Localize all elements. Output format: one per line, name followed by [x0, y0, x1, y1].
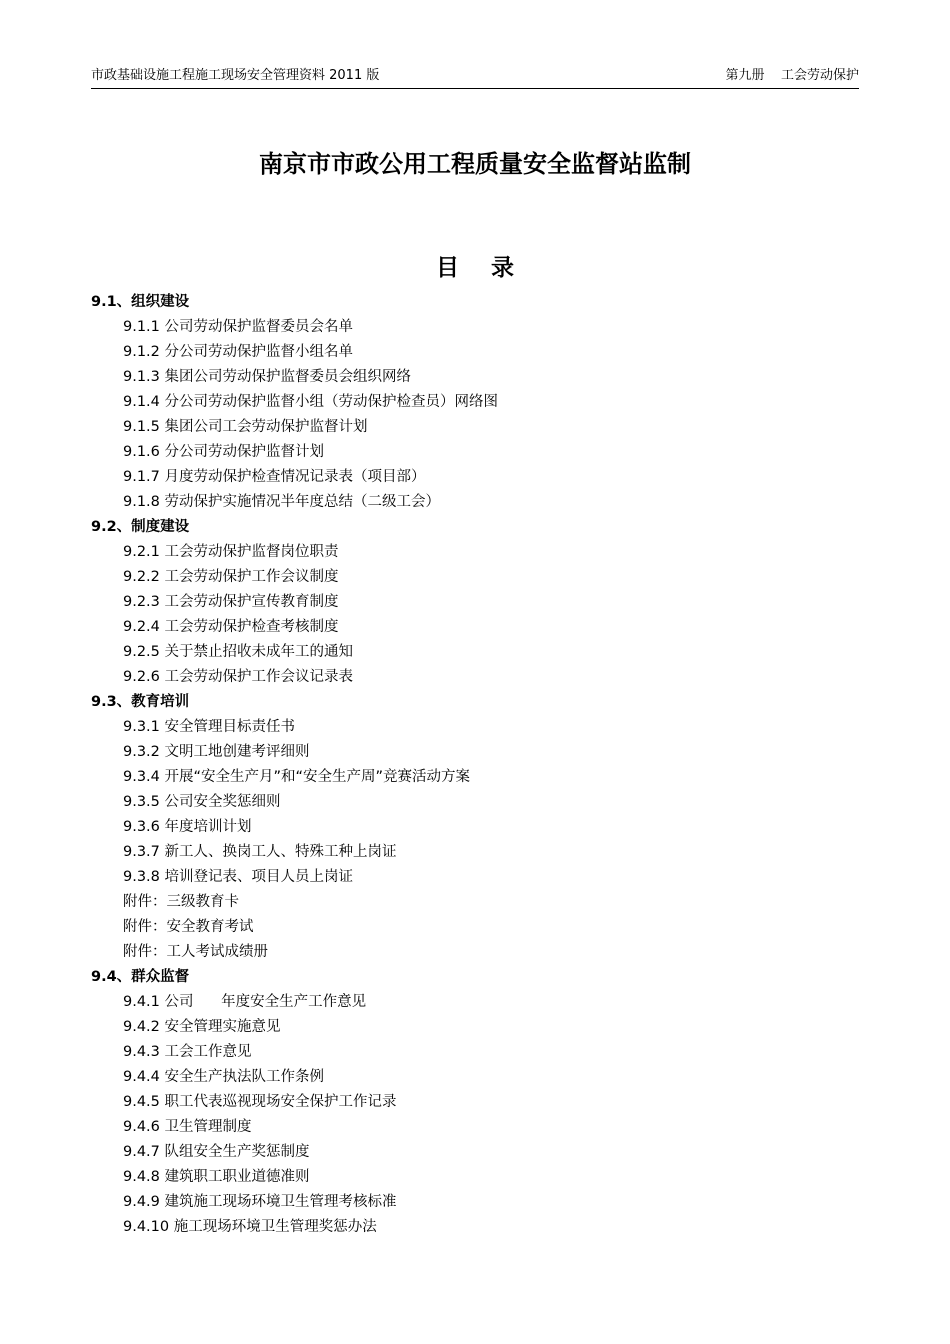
toc-entry: 9.4.5 职工代表巡视现场安全保护工作记录	[123, 1094, 397, 1110]
toc-section-heading: 9.1、组织建设	[91, 294, 190, 310]
toc-entry: 9.1.7 月度劳动保护检查情况记录表（项目部）	[123, 469, 426, 485]
table-of-contents-title: 目 录	[435, 254, 515, 281]
toc-entry: 附件：安全教育考试	[123, 919, 254, 935]
toc-entry: 9.2.6 工会劳动保护工作会议记录表	[123, 669, 354, 685]
toc-entry: 9.4.9 建筑施工现场环境卫生管理考核标准	[123, 1194, 397, 1210]
toc-entry: 9.3.2 文明工地创建考评细则	[123, 744, 310, 760]
toc-entry: 9.3.1 安全管理目标责任书	[123, 719, 296, 735]
toc-entry: 9.2.4 工会劳动保护检查考核制度	[123, 619, 339, 635]
toc-entry: 9.1.8 劳动保护实施情况半年度总结（二级工会）	[123, 494, 441, 510]
toc-entry: 9.2.2 工会劳动保护工作会议制度	[123, 569, 339, 585]
toc-section-heading: 9.4、群众监督	[91, 969, 190, 985]
toc-section-heading: 9.3、教育培训	[91, 694, 190, 710]
toc-entry: 9.1.3 集团公司劳动保护监督委员会组织网络	[123, 369, 412, 385]
toc-entry: 9.4.10 施工现场环境卫生管理奖惩办法	[123, 1219, 377, 1235]
toc-entry: 9.1.1 公司劳动保护监督委员会名单	[123, 319, 354, 335]
toc-entry: 9.3.6 年度培训计划	[123, 819, 252, 835]
table-of-contents	[91, 290, 871, 1240]
page-header	[91, 66, 859, 89]
toc-entry: 9.4.8 建筑职工职业道德准则	[123, 1169, 310, 1185]
toc-entry: 9.3.5 公司安全奖惩细则	[123, 794, 281, 810]
toc-entry: 9.1.2 分公司劳动保护监督小组名单	[123, 344, 354, 360]
toc-entry: 附件：三级教育卡	[123, 894, 239, 910]
toc-entry: 9.2.3 工会劳动保护宣传教育制度	[123, 594, 339, 610]
toc-entry: 9.3.8 培训登记表、项目人员上岗证	[123, 869, 354, 885]
toc-entry: 9.4.2 安全管理实施意见	[123, 1019, 281, 1035]
toc-entry: 9.1.6 分公司劳动保护监督计划	[123, 444, 325, 460]
header-volume-title: 第九册 工会劳动保护	[725, 68, 859, 83]
toc-entry: 附件：工人考试成绩册	[123, 944, 268, 960]
toc-entry: 9.4.1 公司 年度安全生产工作意见	[123, 994, 367, 1010]
organization-title: 南京市市政公用工程质量安全监督站监制	[259, 149, 691, 178]
toc-entry: 9.4.4 安全生产执法队工作条例	[123, 1069, 325, 1085]
toc-entry: 9.1.5 集团公司工会劳动保护监督计划	[123, 419, 368, 435]
toc-entry: 9.2.5 关于禁止招收未成年工的通知	[123, 644, 354, 660]
toc-entry: 9.4.3 工会工作意见	[123, 1044, 252, 1060]
toc-entry: 9.3.7 新工人、换岗工人、特殊工种上岗证	[123, 844, 397, 860]
toc-entry: 9.4.7 队组安全生产奖惩制度	[123, 1144, 310, 1160]
toc-section-heading: 9.2、制度建设	[91, 519, 190, 535]
header-document-title: 市政基础设施工程施工现场安全管理资料 2011 版	[91, 68, 380, 83]
toc-entry: 9.2.1 工会劳动保护监督岗位职责	[123, 544, 339, 560]
toc-entry: 9.1.4 分公司劳动保护监督小组（劳动保护检查员）网络图	[123, 394, 499, 410]
toc-entry: 9.4.6 卫生管理制度	[123, 1119, 252, 1135]
toc-entry: 9.3.4 开展“安全生产月”和“安全生产周”竞赛活动方案	[123, 769, 471, 785]
